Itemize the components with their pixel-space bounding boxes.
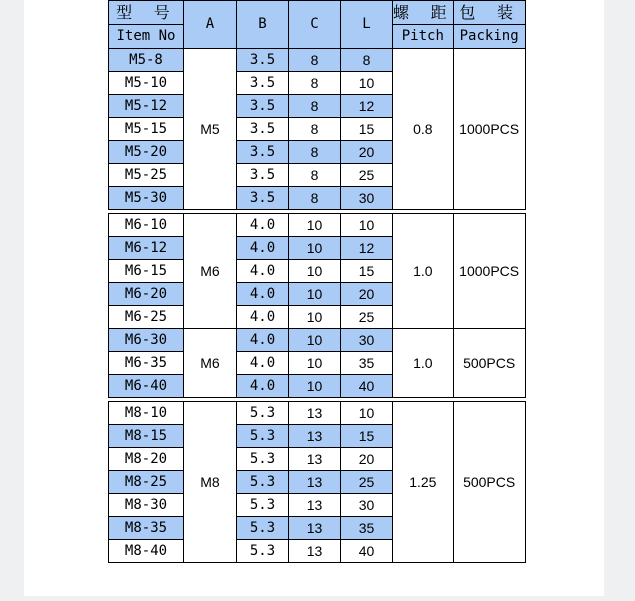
- item-cell: M5-10: [109, 72, 184, 95]
- c-cell: 13: [289, 448, 341, 471]
- b-cell: 3.5: [237, 72, 289, 95]
- pitch-cell: 1.0: [393, 329, 454, 398]
- l-cell: 30: [341, 329, 393, 352]
- pitch-cell: 0.8: [393, 49, 454, 210]
- packing-cell: 500PCS: [453, 402, 525, 563]
- l-cell: 12: [341, 95, 393, 118]
- l-cell: 12: [341, 237, 393, 260]
- l-cell: 30: [341, 494, 393, 517]
- l-cell: 20: [341, 448, 393, 471]
- header-pitch-cn: 螺 距: [393, 1, 454, 25]
- c-cell: 10: [289, 283, 341, 306]
- l-cell: 10: [341, 72, 393, 95]
- b-cell: 3.5: [237, 187, 289, 210]
- item-cell: M5-12: [109, 95, 184, 118]
- spec-table: [108, 0, 526, 563]
- item-cell: M5-8: [109, 49, 184, 72]
- b-cell: 4.0: [237, 283, 289, 306]
- b-cell: 3.5: [237, 164, 289, 187]
- c-cell: 8: [289, 187, 341, 210]
- table-row: [109, 49, 526, 72]
- item-cell: M8-10: [109, 402, 184, 425]
- l-cell: 15: [341, 260, 393, 283]
- item-cell: M8-30: [109, 494, 184, 517]
- c-cell: 10: [289, 352, 341, 375]
- a-cell: M6: [184, 214, 237, 329]
- l-cell: 15: [341, 425, 393, 448]
- table-row: [109, 214, 526, 237]
- pitch-cell: 1.25: [393, 402, 454, 563]
- l-cell: 15: [341, 118, 393, 141]
- b-cell: 3.5: [237, 118, 289, 141]
- item-cell: M5-25: [109, 164, 184, 187]
- b-cell: 5.3: [237, 471, 289, 494]
- l-cell: 25: [341, 164, 393, 187]
- c-cell: 13: [289, 402, 341, 425]
- l-cell: 25: [341, 471, 393, 494]
- item-cell: M6-25: [109, 306, 184, 329]
- l-cell: 40: [341, 375, 393, 398]
- l-cell: 8: [341, 49, 393, 72]
- c-cell: 10: [289, 375, 341, 398]
- c-cell: 13: [289, 517, 341, 540]
- c-cell: 8: [289, 95, 341, 118]
- c-cell: 13: [289, 494, 341, 517]
- l-cell: 40: [341, 540, 393, 563]
- item-cell: M8-25: [109, 471, 184, 494]
- b-cell: 3.5: [237, 141, 289, 164]
- item-cell: M5-20: [109, 141, 184, 164]
- b-cell: 4.0: [237, 214, 289, 237]
- header-item-cn: 型 号: [109, 1, 184, 25]
- item-cell: M6-15: [109, 260, 184, 283]
- l-cell: 10: [341, 214, 393, 237]
- row-group: [109, 49, 526, 210]
- item-cell: M6-30: [109, 329, 184, 352]
- packing-cell: 1000PCS: [453, 49, 525, 210]
- row-group: [109, 398, 526, 563]
- c-cell: 8: [289, 164, 341, 187]
- c-cell: 10: [289, 260, 341, 283]
- pitch-cell: 1.0: [393, 214, 454, 329]
- a-cell: M8: [184, 402, 237, 563]
- header-packing-en: Packing: [453, 25, 525, 49]
- b-cell: 4.0: [237, 237, 289, 260]
- item-cell: M5-15: [109, 118, 184, 141]
- c-cell: 10: [289, 329, 341, 352]
- item-cell: M8-20: [109, 448, 184, 471]
- item-cell: M6-40: [109, 375, 184, 398]
- b-cell: 5.3: [237, 425, 289, 448]
- l-cell: 20: [341, 141, 393, 164]
- c-cell: 13: [289, 471, 341, 494]
- l-cell: 20: [341, 283, 393, 306]
- a-cell: M5: [184, 49, 237, 210]
- l-cell: 35: [341, 517, 393, 540]
- header-item-en: Item No: [109, 25, 184, 49]
- c-cell: 8: [289, 72, 341, 95]
- header-l: L: [341, 1, 393, 49]
- item-cell: M8-40: [109, 540, 184, 563]
- l-cell: 25: [341, 306, 393, 329]
- l-cell: 10: [341, 402, 393, 425]
- a-cell: M6: [184, 329, 237, 398]
- l-cell: 35: [341, 352, 393, 375]
- table-header: [109, 1, 526, 49]
- b-cell: 4.0: [237, 375, 289, 398]
- item-cell: M5-30: [109, 187, 184, 210]
- b-cell: 5.3: [237, 448, 289, 471]
- c-cell: 8: [289, 141, 341, 164]
- b-cell: 5.3: [237, 494, 289, 517]
- row-group: [109, 329, 526, 398]
- b-cell: 3.5: [237, 95, 289, 118]
- packing-cell: 500PCS: [453, 329, 525, 398]
- b-cell: 5.3: [237, 517, 289, 540]
- row-group: [109, 210, 526, 329]
- item-cell: M8-15: [109, 425, 184, 448]
- header-b: B: [237, 1, 289, 49]
- header-a: A: [184, 1, 237, 49]
- item-cell: M8-35: [109, 517, 184, 540]
- c-cell: 10: [289, 237, 341, 260]
- b-cell: 5.3: [237, 540, 289, 563]
- packing-cell: 1000PCS: [453, 214, 525, 329]
- b-cell: 4.0: [237, 352, 289, 375]
- item-cell: M6-10: [109, 214, 184, 237]
- item-cell: M6-12: [109, 237, 184, 260]
- table-row: [109, 402, 526, 425]
- c-cell: 13: [289, 425, 341, 448]
- b-cell: 5.3: [237, 402, 289, 425]
- header-packing-cn: 包 装: [453, 1, 525, 25]
- c-cell: 8: [289, 49, 341, 72]
- c-cell: 10: [289, 214, 341, 237]
- b-cell: 4.0: [237, 329, 289, 352]
- item-cell: M6-35: [109, 352, 184, 375]
- table-row: [109, 329, 526, 352]
- header-pitch-en: Pitch: [393, 25, 454, 49]
- c-cell: 13: [289, 540, 341, 563]
- c-cell: 8: [289, 118, 341, 141]
- c-cell: 10: [289, 306, 341, 329]
- header-c: C: [289, 1, 341, 49]
- b-cell: 3.5: [237, 49, 289, 72]
- l-cell: 30: [341, 187, 393, 210]
- item-cell: M6-20: [109, 283, 184, 306]
- b-cell: 4.0: [237, 306, 289, 329]
- b-cell: 4.0: [237, 260, 289, 283]
